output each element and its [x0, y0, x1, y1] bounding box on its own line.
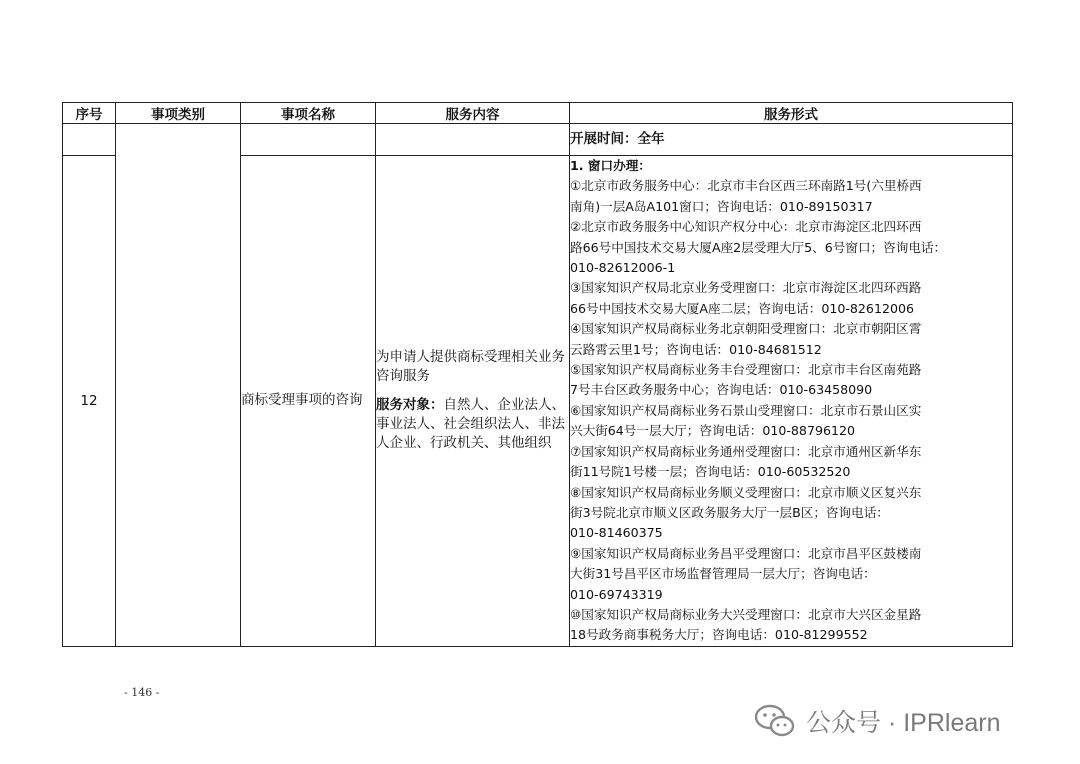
cont-content-cell [376, 124, 570, 156]
header-form: 服务形式 [570, 103, 1013, 124]
table-row-continued [63, 124, 1013, 156]
service-line: 18号政务商事税务大厅；咨询电话：010-81299552 [570, 627, 868, 643]
item-name: 商标受理事项的咨询 [241, 156, 376, 647]
service-line: 010-69743319 [570, 586, 663, 602]
service-line: 010-81460375 [570, 525, 663, 541]
service-content-cell [376, 156, 570, 647]
category-cell [116, 124, 241, 647]
schedule-text: 开展时间：全年 [570, 124, 1013, 156]
row-number: 12 [63, 156, 116, 647]
service-line: 街3号院北京市顺义区政务服务大厅一层B区；咨询电话： [570, 504, 889, 520]
service-target [376, 396, 569, 453]
service-title: 1. 窗口办理： [570, 158, 651, 173]
header-content: 服务内容 [376, 103, 570, 124]
service-line: 路66号中国技术交易大厦A座2层受理大厅5、6号窗口；咨询电话： [570, 239, 947, 255]
service-line: ③国家知识产权局北京业务受理窗口：北京市海淀区北四环西路 [570, 280, 922, 296]
service-line: 南角)一层A岛A101窗口；咨询电话：010-89150317 [570, 198, 873, 214]
service-line: ⑩国家知识产权局商标业务大兴受理窗口：北京市大兴区金星路 [570, 606, 922, 622]
service-line: 010-82612006-1 [570, 260, 676, 276]
service-line: ⑧国家知识产权局商标业务顺义受理窗口：北京市顺义区复兴东 [570, 484, 922, 500]
target-text: 自然人、企业法人、事业法人、社会组织法人、非法人企业、行政机关、其他组织 [376, 397, 565, 452]
header-category: 事项类别 [116, 103, 241, 124]
service-line: ②北京市政务服务中心知识产权分中心：北京市海淀区北四环西 [570, 219, 922, 235]
service-line: ⑤国家知识产权局商标业务丰台受理窗口：北京市丰台区南苑路 [570, 362, 922, 378]
header-number: 序号 [63, 103, 116, 124]
wechat-icon [754, 704, 796, 738]
service-line: 7号丰台区政务服务中心；咨询电话：010-63458090 [570, 382, 873, 398]
watermark-text: 公众号 · IPRlearn [806, 709, 1001, 737]
service-line: 大街31号昌平区市场监督管理局一层大厅；咨询电话： [570, 566, 876, 582]
watermark [754, 703, 1000, 739]
header-row [63, 103, 1013, 124]
service-line: 云路霄云里1号；咨询电话：010-84681512 [570, 341, 822, 357]
content-description: 为申请人提供商标受理相关业务咨询服务 [376, 349, 565, 385]
target-label: 服务对象： [376, 397, 444, 414]
service-line: ⑥国家知识产权局商标业务石景山受理窗口：北京市石景山区实 [570, 402, 922, 418]
service-line: ⑦国家知识产权局商标业务通州受理窗口：北京市通州区新华东 [570, 443, 922, 459]
header-name: 事项名称 [241, 103, 376, 124]
service-line: 66号中国技术交易大厦A座二层；咨询电话：010-82612006 [570, 300, 915, 316]
service-line: ④国家知识产权局商标业务北京朝阳受理窗口：北京市朝阳区霄 [570, 321, 922, 337]
service-line: ⑨国家知识产权局商标业务昌平受理窗口：北京市昌平区鼓楼南 [570, 545, 922, 561]
service-form-cell [570, 156, 1013, 647]
service-line: 街11号院1号楼一层；咨询电话：010-60532520 [570, 464, 851, 480]
service-table [62, 102, 1013, 647]
page-number: - 146 - [124, 686, 160, 699]
service-line: 兴大街64号一层大厅；咨询电话：010-88796120 [570, 423, 856, 439]
cont-name-cell [241, 124, 376, 156]
service-line: ①北京市政务服务中心：北京市丰台区西三环南路1号(六里桥西 [570, 178, 922, 194]
cont-number-cell [63, 124, 116, 156]
